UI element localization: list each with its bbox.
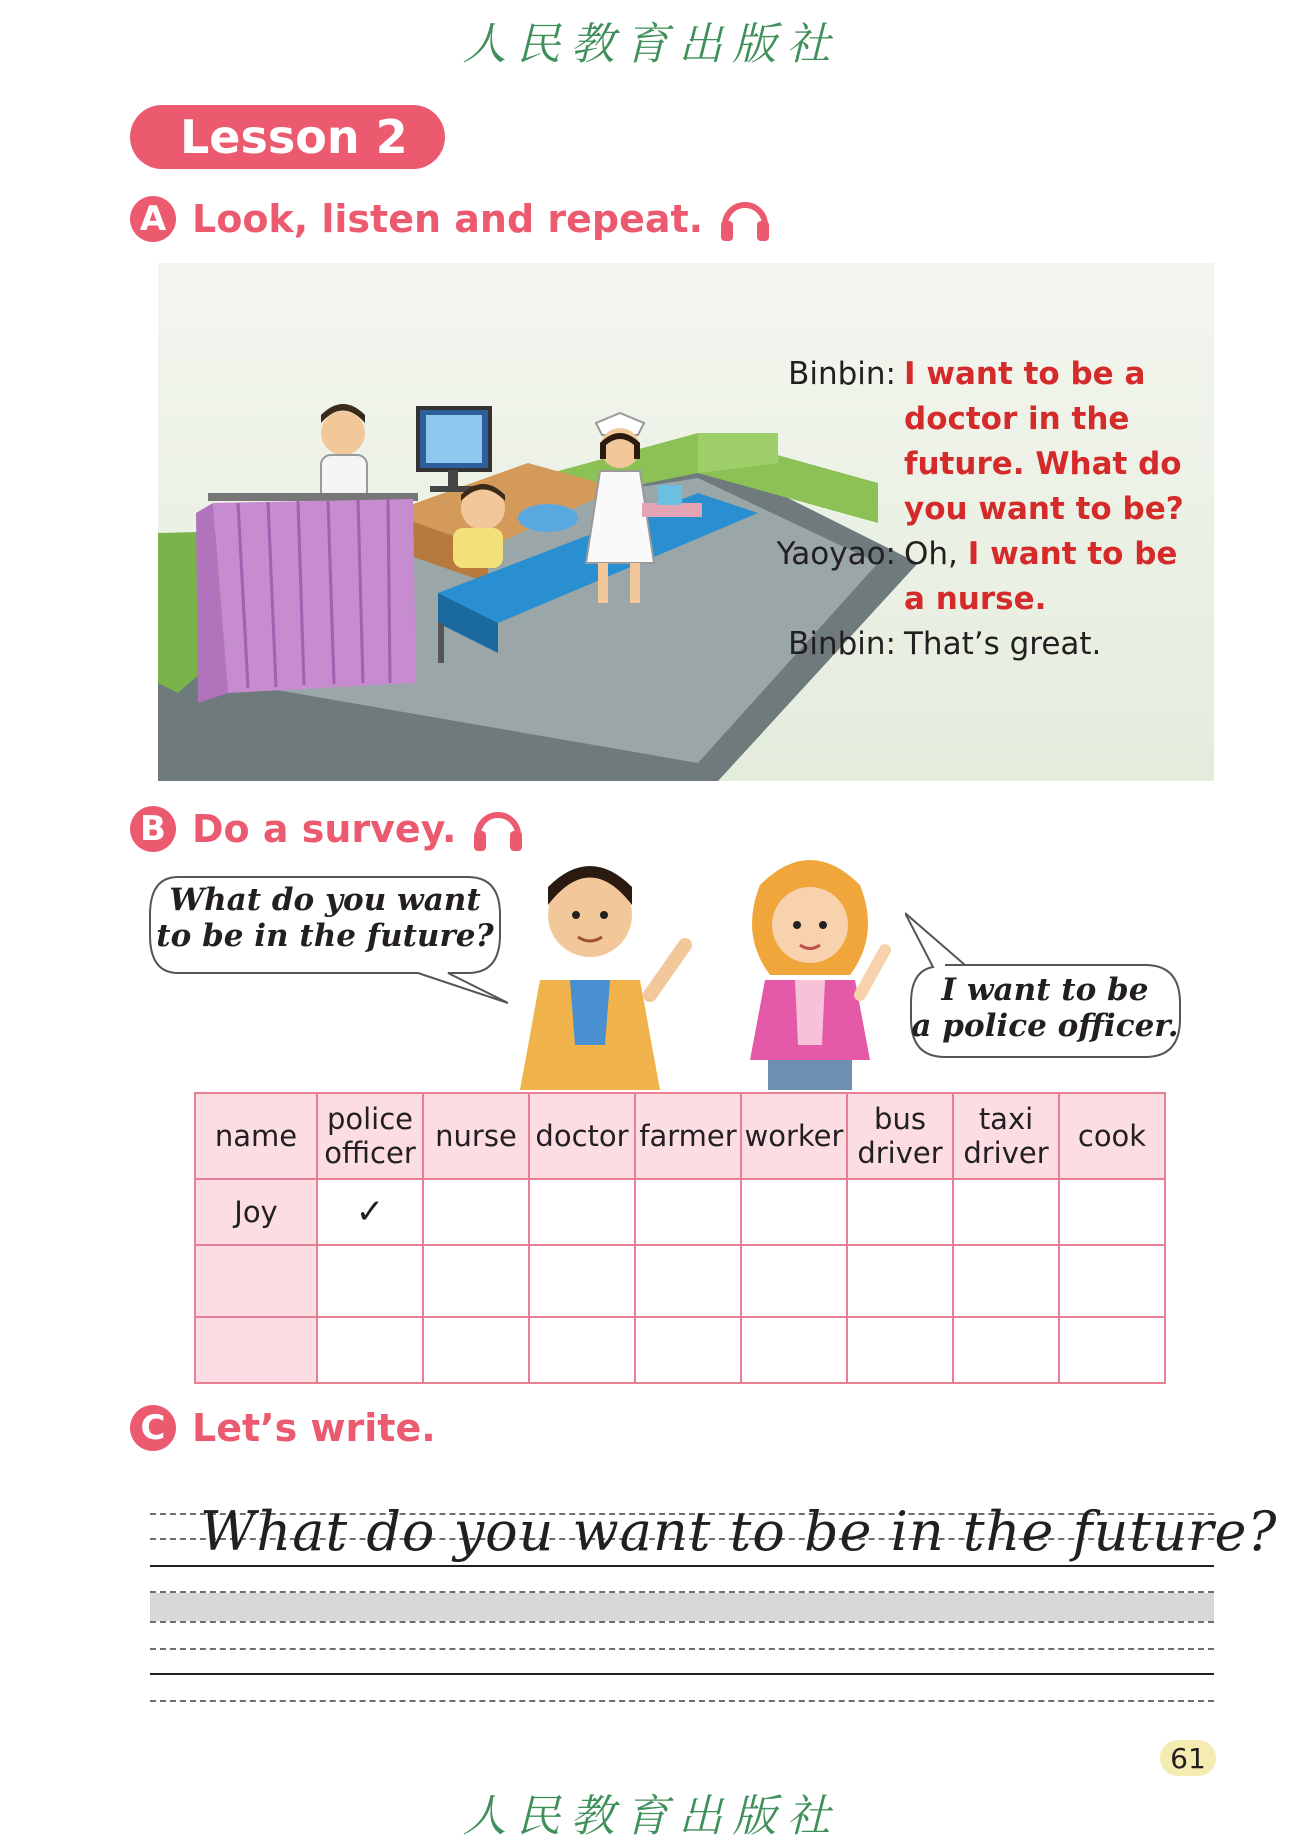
section-a-letter: A — [130, 196, 176, 242]
col-header-bus-driver: bus driver — [847, 1093, 953, 1179]
col-header-cook: cook — [1059, 1093, 1165, 1179]
dialogue-line: future. What do — [904, 446, 1182, 482]
section-b-header — [130, 805, 524, 853]
dialogue-line: a nurse. — [904, 581, 1047, 617]
col-header-farmer: farmer — [635, 1093, 741, 1179]
bubble-right-text — [910, 972, 1180, 1044]
speaker-label: Binbin: — [788, 626, 896, 662]
section-c-letter: C — [130, 1405, 176, 1451]
col-header-police-officer: police officer — [317, 1093, 423, 1179]
col-header-worker: worker — [741, 1093, 847, 1179]
writing-guide-line[interactable] — [150, 1648, 1214, 1650]
dialogue-line: I want to be a — [904, 356, 1146, 392]
dialogue-row — [770, 622, 1190, 667]
col-header-name: name — [195, 1093, 317, 1179]
answer-cell[interactable] — [953, 1317, 1059, 1383]
dialogue-box — [770, 352, 1190, 667]
col-header-taxi-driver: taxi driver — [953, 1093, 1059, 1179]
writing-base-line[interactable] — [150, 1673, 1214, 1675]
headphones-icon[interactable] — [719, 195, 771, 243]
answer-cell[interactable] — [635, 1317, 741, 1383]
answer-cell[interactable] — [1059, 1179, 1165, 1245]
col-header-nurse: nurse — [423, 1093, 529, 1179]
answer-cell[interactable] — [953, 1245, 1059, 1317]
answer-cell[interactable] — [1059, 1245, 1165, 1317]
bubble-line: I want to be — [941, 972, 1149, 1008]
answer-cell[interactable] — [635, 1245, 741, 1317]
bubble-line: What do you want — [169, 882, 481, 918]
answer-cell[interactable] — [847, 1245, 953, 1317]
dialogue-line: I want to be — [967, 536, 1178, 572]
dialogue-row — [770, 532, 1190, 622]
name-cell[interactable] — [195, 1245, 317, 1317]
bubble-line: to be in the future? — [156, 918, 494, 954]
bubble-left-text — [150, 882, 500, 954]
answer-cell[interactable] — [317, 1317, 423, 1383]
answer-cell[interactable] — [741, 1179, 847, 1245]
table-header-row — [195, 1093, 1165, 1179]
bubble-line: a police officer. — [911, 1008, 1179, 1044]
answer-cell[interactable] — [847, 1179, 953, 1245]
section-c-header — [130, 1405, 436, 1451]
answer-cell[interactable] — [953, 1179, 1059, 1245]
survey-table — [194, 1092, 1166, 1384]
dialogue-row — [770, 352, 1190, 532]
writing-guide-line — [150, 1621, 1214, 1623]
table-row — [195, 1179, 1165, 1245]
answer-cell[interactable] — [423, 1179, 529, 1245]
publisher-logo-top: 人民教育出版社 — [462, 19, 841, 70]
answer-cell[interactable] — [1059, 1317, 1165, 1383]
table-row — [195, 1317, 1165, 1383]
writing-base-line — [150, 1565, 1214, 1567]
children-illustration — [510, 845, 950, 1090]
speaker-label: Yaoyao: — [776, 536, 896, 572]
name-cell[interactable]: Joy — [195, 1179, 317, 1245]
speaker-label: Binbin: — [788, 356, 896, 392]
answer-cell[interactable] — [847, 1317, 953, 1383]
writing-guide-line — [150, 1591, 1214, 1593]
answer-cell[interactable] — [529, 1317, 635, 1383]
answer-cell[interactable] — [423, 1317, 529, 1383]
section-b-title: Do a survey. — [192, 807, 457, 851]
answer-cell[interactable] — [635, 1179, 741, 1245]
section-c-title: Let’s write. — [192, 1406, 436, 1450]
name-cell[interactable] — [195, 1317, 317, 1383]
writing-guide-line[interactable] — [150, 1700, 1214, 1702]
page-number: 61 — [1160, 1740, 1216, 1776]
table-row — [195, 1245, 1165, 1317]
writing-gray-band — [150, 1593, 1214, 1621]
check-cell[interactable]: ✓ — [317, 1179, 423, 1245]
dialogue-line: you want to be? — [904, 491, 1184, 527]
answer-cell[interactable] — [423, 1245, 529, 1317]
answer-cell[interactable] — [741, 1245, 847, 1317]
dialogue-line: doctor in the — [904, 401, 1130, 437]
answer-cell[interactable] — [529, 1245, 635, 1317]
dialogue-line: That’s great. — [904, 626, 1102, 662]
answer-cell[interactable] — [741, 1317, 847, 1383]
answer-cell[interactable] — [529, 1179, 635, 1245]
answer-cell[interactable] — [317, 1245, 423, 1317]
model-sentence: What do you want to be in the future? — [200, 1500, 1278, 1563]
lesson-title: Lesson 2 — [130, 105, 445, 169]
section-b-letter: B — [130, 806, 176, 852]
section-a-header — [130, 195, 771, 243]
publisher-logo-bottom: 人民教育出版社 — [462, 1791, 841, 1842]
dialogue-prefix: Oh, — [904, 536, 958, 572]
section-a-title: Look, listen and repeat. — [192, 197, 704, 241]
col-header-doctor: doctor — [529, 1093, 635, 1179]
